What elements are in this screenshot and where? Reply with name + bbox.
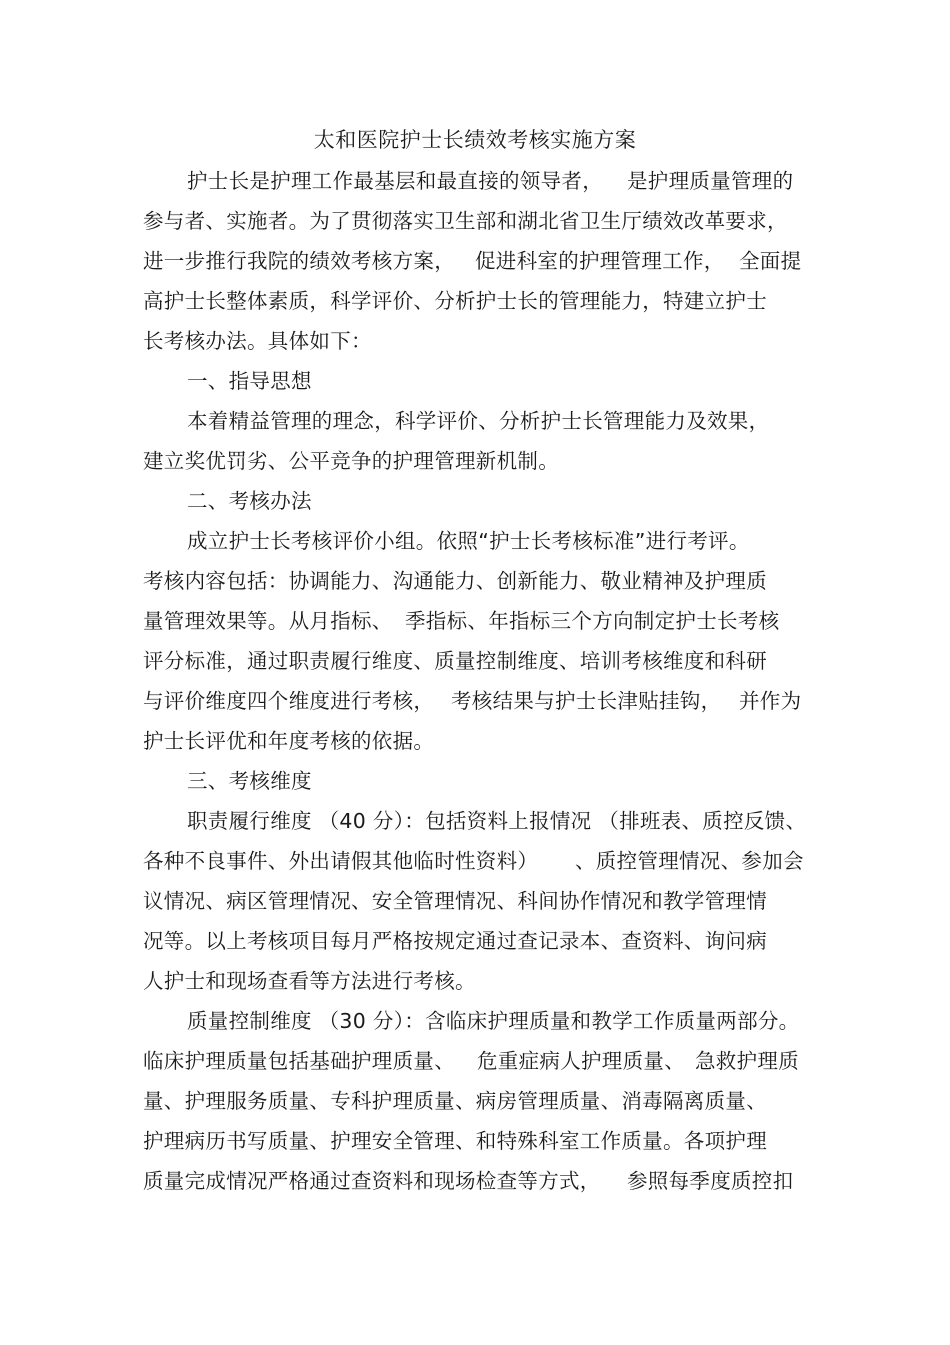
text-segment: 进一步推行我院的绩效考核方案，: [143, 249, 455, 273]
text-segment: 质量控制维度 （30 分）：含临床护理质量和教学工作质量两部分。: [187, 1009, 800, 1033]
text-segment: 评分标准，通过职责履行维度、质量控制维度、培训考核维度和科研: [143, 649, 767, 673]
text-segment: 是护理质量管理的: [627, 169, 794, 193]
text-segment: 季指标、年指标三个方向制定护士长考核: [405, 609, 780, 633]
text-segment: 全面提: [739, 249, 802, 273]
document-title: 太和医院护士长绩效考核实施方案: [313, 128, 637, 152]
text-segment: 促进科室的护理管理工作，: [475, 249, 725, 273]
text-segment: 量管理效果等。从月指标、: [143, 609, 393, 633]
text-segment: 三、考核维度: [187, 769, 312, 793]
text-segment: 护理病历书写质量、护理安全管理、和特殊科室工作质量。各项护理: [143, 1129, 767, 1153]
text-segment: 参与者、实施者。为了贯彻落实卫生部和湖北省卫生厅绩效改革要求，: [143, 209, 788, 233]
text-segment: 本着精益管理的理念，科学评价、分析护士长管理能力及效果，: [187, 409, 770, 433]
text-segment: 成立护士长考核评价小组。依照“护士长考核标准”进行考评。: [187, 529, 750, 553]
text-segment: 质量完成情况严格通过查资料和现场检查等方式，: [143, 1169, 601, 1193]
text-segment: 与评价维度四个维度进行考核，: [143, 689, 435, 713]
text-segment: 并作为: [739, 689, 802, 713]
text-segment: 、质控管理情况、参加会: [575, 849, 804, 873]
text-segment: 况等。以上考核项目每月严格按规定通过查记录本、查资料、询问病: [143, 929, 767, 953]
text-segment: 急救护理质: [695, 1049, 799, 1073]
text-segment: 考核内容包括：协调能力、沟通能力、创新能力、敬业精神及护理质: [143, 569, 767, 593]
text-segment: 各种不良事件、外出请假其他临时性资料）: [143, 849, 539, 873]
text-segment: 临床护理质量包括基础护理质量、: [143, 1049, 455, 1073]
text-segment: 护士长评优和年度考核的依据。: [143, 729, 435, 753]
text-segment: 建立奖优罚劣、公平竞争的护理管理新机制。: [143, 449, 559, 473]
text-segment: 人护士和现场查看等方法进行考核。: [143, 969, 476, 993]
text-segment: 一、指导思想: [187, 369, 312, 393]
text-segment: 长考核办法。具体如下：: [143, 329, 372, 353]
text-segment: 护士长是护理工作最基层和最直接的领导者，: [187, 169, 603, 193]
text-segment: 职责履行维度 （40 分）：包括资料上报情况 （排班表、质控反馈、: [187, 809, 807, 833]
text-segment: 二、考核办法: [187, 489, 312, 513]
text-segment: 参照每季度质控扣: [627, 1169, 794, 1193]
text-segment: 危重症病人护理质量、: [477, 1049, 685, 1073]
text-segment: 考核结果与护士长津贴挂钩，: [451, 689, 722, 713]
text-segment: 议情况、病区管理情况、安全管理情况、科间协作情况和教学管理情: [143, 889, 767, 913]
text-segment: 量、护理服务质量、专科护理质量、病房管理质量、消毒隔离质量、: [143, 1089, 767, 1113]
text-segment: 高护士长整体素质，科学评价、分析护士长的管理能力，特建立护士: [143, 289, 767, 313]
